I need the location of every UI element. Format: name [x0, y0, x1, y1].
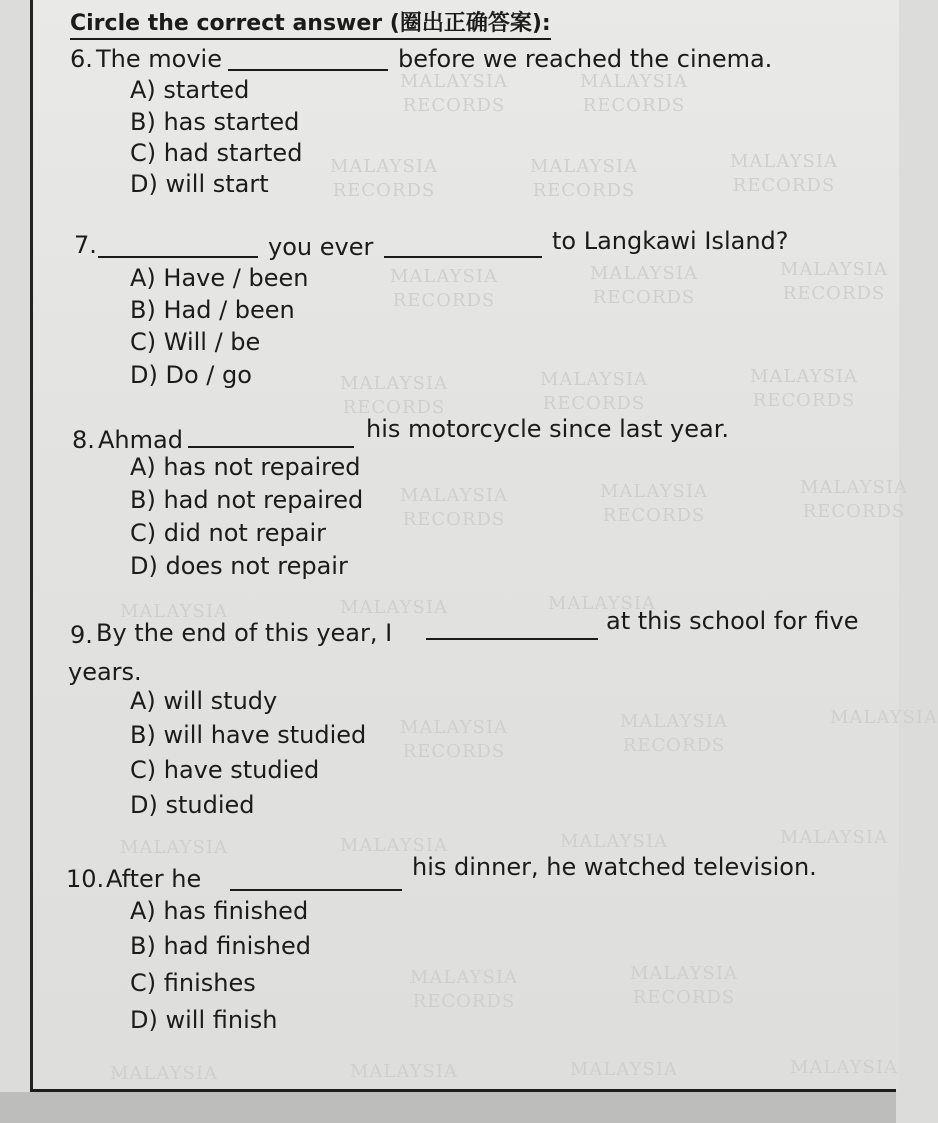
question-number: 9. [70, 621, 93, 649]
option-b[interactable]: B) had finished [130, 932, 311, 960]
answer-blank[interactable] [230, 889, 402, 891]
watermark-text: MALAYSIA [340, 835, 448, 856]
watermark [780, 258, 888, 306]
option-c[interactable]: C) have studied [130, 756, 320, 784]
watermark [400, 484, 508, 532]
option-a[interactable]: A) Have / been [130, 264, 309, 292]
option-c[interactable]: C) did not repair [130, 519, 327, 547]
watermark-text: RECORDS [602, 505, 706, 526]
watermark-text: MALAYSIA [620, 711, 728, 732]
watermark [750, 365, 858, 413]
watermark-text: MALAYSIA [400, 717, 508, 738]
answer-blank[interactable] [228, 69, 388, 71]
watermark-text: RECORDS [752, 390, 856, 411]
watermark-text: MALAYSIA [110, 1063, 218, 1084]
question-stem: at this school for five [606, 607, 859, 635]
watermark-text: MALAYSIA [780, 827, 888, 848]
watermark-text: RECORDS [802, 501, 906, 522]
watermark [410, 966, 518, 1014]
watermark-text: MALAYSIA [560, 831, 668, 852]
watermark [580, 70, 688, 118]
watermark-text: MALAYSIA [800, 477, 908, 498]
question-number: 7. [74, 231, 97, 259]
watermark-text: MALAYSIA [410, 967, 518, 988]
watermark [340, 596, 448, 620]
watermark-text: MALAYSIA [600, 481, 708, 502]
watermark-text: MALAYSIA [530, 156, 638, 177]
question-stem: By the end of this year, I [96, 619, 393, 647]
watermark-text: RECORDS [402, 509, 506, 530]
watermark [570, 1058, 678, 1082]
watermark-text: RECORDS [402, 95, 506, 116]
watermark [830, 706, 938, 730]
watermark [790, 1056, 898, 1080]
option-c[interactable]: C) Will / be [130, 328, 261, 356]
watermark [110, 1062, 218, 1086]
watermark-text: MALAYSIA [350, 1061, 458, 1082]
option-a[interactable]: A) will study [130, 687, 278, 715]
watermark-text: RECORDS [582, 95, 686, 116]
question-stem: After he [106, 865, 202, 893]
watermark [330, 155, 438, 203]
watermark-text: RECORDS [402, 741, 506, 762]
instruction-heading: Circle the correct answer (圈出正确答案): [70, 10, 551, 40]
question-number: 10. [66, 865, 105, 893]
answer-blank[interactable] [188, 446, 354, 448]
watermark-text: RECORDS [542, 393, 646, 414]
option-d[interactable]: D) does not repair [130, 552, 348, 580]
watermark-text: MALAYSIA [400, 485, 508, 506]
watermark-text: MALAYSIA [540, 369, 648, 390]
option-a[interactable]: A) started [130, 76, 250, 104]
question-stem: Ahmad [98, 426, 183, 454]
option-c[interactable]: C) finishes [130, 969, 256, 997]
question-stem: to Langkawi Island? [552, 227, 789, 255]
watermark [560, 830, 668, 854]
watermark [530, 155, 638, 203]
question-stem: his motorcycle since last year. [366, 415, 730, 443]
watermark-text: MALAYSIA [580, 71, 688, 92]
watermark [120, 836, 228, 860]
watermark [400, 70, 508, 118]
watermark-text: MALAYSIA [120, 837, 228, 858]
watermark-text: RECORDS [412, 991, 516, 1012]
watermark-text: MALAYSIA [790, 1057, 898, 1078]
watermark-text: MALAYSIA [630, 963, 738, 984]
watermark [400, 716, 508, 764]
watermark [730, 150, 838, 198]
watermark-text: MALAYSIA [340, 597, 448, 618]
option-c[interactable]: C) had started [130, 139, 303, 167]
option-d[interactable]: D) will start [130, 170, 269, 198]
watermark-text: RECORDS [332, 180, 436, 201]
watermark-text: RECORDS [532, 180, 636, 201]
watermark [350, 1060, 458, 1084]
question-number: 8. [72, 426, 95, 454]
watermark [630, 962, 738, 1010]
question-stem: you ever [268, 233, 374, 261]
answer-blank[interactable] [98, 256, 258, 258]
watermark [340, 372, 448, 420]
option-b[interactable]: B) Had / been [130, 296, 295, 324]
option-d[interactable]: D) will finish [130, 1006, 278, 1034]
answer-blank[interactable] [384, 256, 542, 258]
option-d[interactable]: D) Do / go [130, 361, 252, 389]
answer-blank[interactable] [426, 638, 598, 640]
watermark [390, 265, 498, 313]
watermark-text: RECORDS [622, 735, 726, 756]
option-a[interactable]: A) has finished [130, 897, 309, 925]
watermark-text: MALAYSIA [120, 601, 228, 622]
watermark-text: RECORDS [342, 397, 446, 418]
option-b[interactable]: B) had not repaired [130, 486, 364, 514]
watermark-text: MALAYSIA [330, 156, 438, 177]
question-stem: before we reached the cinema. [398, 45, 773, 73]
watermark-text: MALAYSIA [570, 1059, 678, 1080]
watermark [600, 480, 708, 528]
watermark [540, 368, 648, 416]
watermark-text: MALAYSIA [750, 366, 858, 387]
watermark [780, 826, 888, 850]
watermark-text: MALAYSIA [390, 266, 498, 287]
watermark-text: RECORDS [782, 283, 886, 304]
option-b[interactable]: B) has started [130, 108, 300, 136]
watermark-text: MALAYSIA [400, 71, 508, 92]
question-stem-continued: years. [68, 658, 142, 686]
watermark [620, 710, 728, 758]
watermark-text: MALAYSIA [730, 151, 838, 172]
option-d[interactable]: D) studied [130, 791, 255, 819]
question-number: 6. [70, 45, 93, 73]
watermark-text: RECORDS [632, 987, 736, 1008]
watermark-text: MALAYSIA [780, 259, 888, 280]
page-bottom-edge [0, 1092, 896, 1123]
watermark-text: MALAYSIA [340, 373, 448, 394]
question-stem: his dinner, he watched television. [412, 853, 817, 881]
watermark-text: MALAYSIA [830, 707, 938, 728]
watermark-text: MALAYSIA [548, 593, 656, 614]
watermark-text: RECORDS [732, 175, 836, 196]
watermark-text: RECORDS [392, 290, 496, 311]
watermark-text: RECORDS [592, 287, 696, 308]
watermark [590, 262, 698, 310]
option-a[interactable]: A) has not repaired [130, 453, 361, 481]
option-b[interactable]: B) will have studied [130, 721, 367, 749]
watermark [800, 476, 908, 524]
watermark-text: MALAYSIA [590, 263, 698, 284]
question-stem: The movie [96, 45, 222, 73]
